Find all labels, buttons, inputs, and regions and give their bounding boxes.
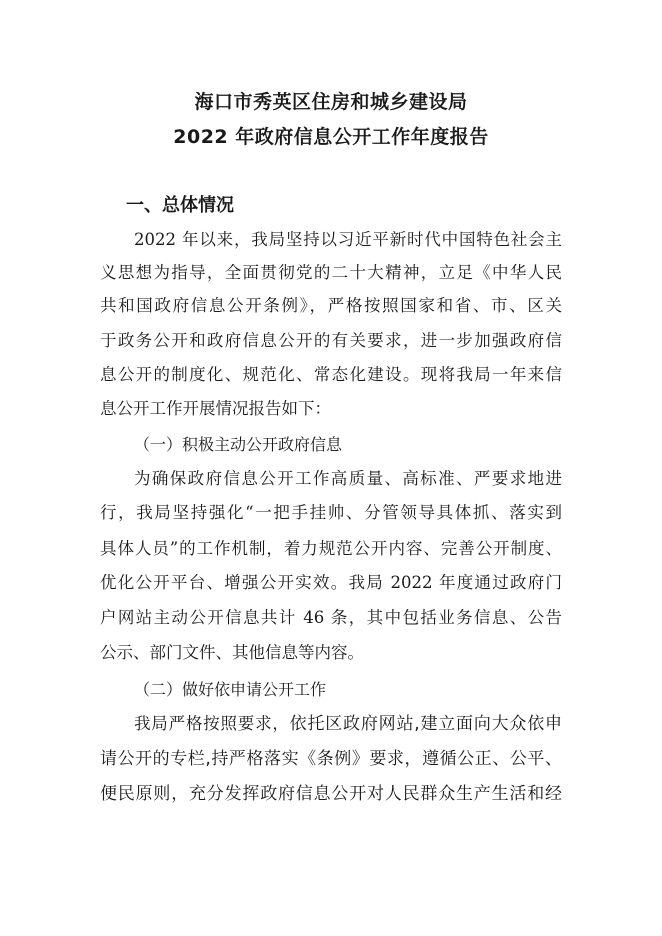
paragraph-line: 2022 年以来，我局坚持以习近平新时代中国特色社会主 xyxy=(134,230,562,249)
paragraph-line: 优化公开平台、增强公开实效。我局 2022 年度通过政府门 xyxy=(100,573,562,592)
paragraph-line: 于政务公开和政府信息公开的有关要求，进一步加强政府信 xyxy=(100,331,562,350)
subsection-heading-proactive: （一）积极主动公开政府信息 xyxy=(134,435,343,454)
paragraph-line: 户网站主动公开信息共计 46 条，其中包括业务信息、公告 xyxy=(100,608,562,627)
paragraph-line: 息公开的制度化、规范化、常态化建设。现将我局一年来信 xyxy=(100,365,562,384)
subsection-heading-on-request: （二）做好依申请公开工作 xyxy=(134,680,327,699)
paragraph-line: 义思想为指导，全面贯彻党的二十大精神，立足《中华人民 xyxy=(100,263,562,282)
paragraph-line: 具体人员”的工作机制，着力规范公开内容、完善公开制度、 xyxy=(100,539,562,558)
paragraph-text-sans: 依托区政府网站,建立面向大众依申 xyxy=(289,714,562,734)
paragraph-line: 行，我局坚持强化“一把手挂帅、分管领导具体抓、落实到 xyxy=(100,503,562,522)
report-title-line-2: 2022 年政府信息公开工作年度报告 xyxy=(173,126,489,148)
paragraph-line xyxy=(134,713,562,735)
paragraph-line: 便民原则，充分发挥政府信息公开对人民群众生产生活和经 xyxy=(100,784,562,804)
paragraph-line: 为确保政府信息公开工作高质量、高标准、严要求地进 xyxy=(134,469,562,488)
paragraph-line: 请公开的专栏,持严格落实《条例》要求，遵循公正、公平、 xyxy=(100,749,562,769)
paragraph-text-serif: 我局严格按照要求， xyxy=(134,714,290,733)
section-heading-overview: 一、总体情况 xyxy=(126,195,234,216)
paragraph-line: 公示、部门文件、其他信息等内容。 xyxy=(100,643,364,662)
paragraph-line: 共和国政府信息公开条例》，严格按照国家和省、市、区关 xyxy=(100,296,562,315)
paragraph-line: 息公开工作开展情况报告如下： xyxy=(100,399,331,418)
report-title-line-1: 海口市秀英区住房和城乡建设局 xyxy=(194,91,468,113)
